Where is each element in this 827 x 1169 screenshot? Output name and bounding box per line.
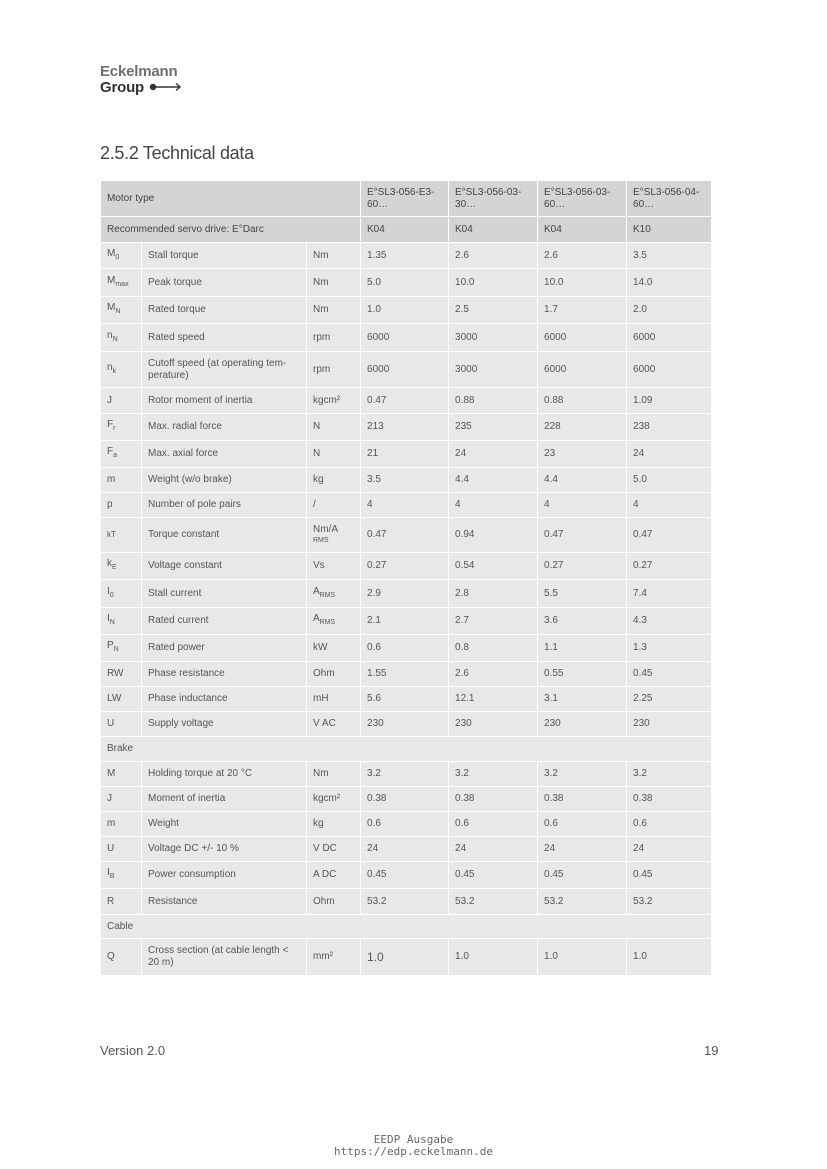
value-cell: 0.47 [361, 388, 449, 414]
value-cell: 1.0 [361, 939, 449, 976]
unit-cell [307, 712, 361, 737]
section-heading: 2.5.2 Technical data [100, 143, 254, 163]
symbol: U [107, 843, 115, 854]
value-cell: 0.55 [538, 662, 627, 687]
value-cell: 5.5 [538, 580, 627, 608]
value-cell: 3.2 [627, 762, 712, 787]
value-cell: 14.0 [627, 269, 712, 297]
value-cell: 24 [627, 441, 712, 468]
symbol-cell [101, 518, 142, 553]
symbol-subscript: B [109, 873, 115, 880]
company-logo [100, 64, 183, 96]
value-cell: 0.8 [449, 635, 538, 662]
value-cell: 0.38 [361, 787, 449, 812]
symbol-cell [101, 712, 142, 737]
symbol: k [107, 558, 112, 569]
value-cell: 53.2 [538, 889, 627, 915]
unit: Nm [313, 304, 329, 315]
value-cell: 0.27 [361, 553, 449, 580]
symbol-cell [101, 862, 142, 889]
symbol-cell [101, 324, 142, 352]
value-cell: 24 [538, 837, 627, 862]
description-cell: Stall torque [142, 243, 307, 269]
symbol-cell [101, 939, 142, 976]
symbol: n [107, 329, 113, 341]
description-cell: Stall current [142, 580, 307, 608]
value-cell: 1.3 [627, 635, 712, 662]
unit-cell [307, 297, 361, 324]
symbol-subscript: 0 [109, 591, 114, 599]
value-cell: 0.38 [538, 787, 627, 812]
unit: A DC [313, 869, 337, 880]
table-row [101, 608, 712, 635]
value-cell: 7.4 [627, 580, 712, 608]
value-cell: 1.55 [361, 662, 449, 687]
unit: N [313, 421, 321, 432]
symbol: M [107, 274, 116, 286]
unit-cell [307, 687, 361, 712]
symbol: P [107, 640, 114, 651]
value-cell: 0.45 [627, 862, 712, 889]
value-cell: 228 [538, 414, 627, 441]
symbol-cell [101, 441, 142, 468]
symbol: R [107, 895, 115, 907]
value-cell: 53.2 [449, 889, 538, 915]
symbol: M [107, 302, 116, 313]
stamp-line2: https://edp.eckelmann.de [334, 1145, 493, 1158]
unit-cell [307, 243, 361, 269]
symbol-cell [101, 414, 142, 441]
table-row [101, 862, 712, 889]
motor-type-cell: E°SL3-056-03-60… [538, 181, 627, 217]
value-cell: 6000 [538, 324, 627, 352]
unit-subscript: RMS [319, 619, 336, 626]
symbol-subscript: k [112, 367, 117, 375]
symbol-cell [101, 269, 142, 297]
servo-drive-row [101, 217, 712, 243]
unit: V AC [313, 718, 336, 729]
unit-cell [307, 762, 361, 787]
description-cell: Moment of inertia [142, 787, 307, 812]
symbol: F [107, 446, 114, 457]
unit-subscript: RMS [313, 537, 329, 544]
value-cell: 4.4 [449, 468, 538, 493]
table-row [101, 269, 712, 297]
symbol-subscript: r [113, 425, 116, 432]
value-cell: 0.47 [361, 518, 449, 553]
symbol-cell [101, 762, 142, 787]
unit-cell [307, 388, 361, 414]
value-cell: 2.6 [449, 243, 538, 269]
value-cell: 21 [361, 441, 449, 468]
description-cell: Weight (w/o brake) [142, 468, 307, 493]
unit: mm² [313, 951, 333, 962]
description-cell: Torque constant [142, 518, 307, 553]
symbol: F [107, 419, 114, 430]
description-cell: Power consumption [142, 862, 307, 889]
value-cell: 0.45 [538, 862, 627, 889]
description-cell: Number of pole pairs [142, 493, 307, 518]
unit: Vs [313, 560, 325, 571]
servo-drive-cell: K04 [361, 217, 449, 243]
symbol: J [107, 793, 112, 804]
symbol-cell [101, 388, 142, 414]
unit-cell [307, 580, 361, 608]
table-row [101, 939, 712, 976]
symbol: I [107, 867, 110, 878]
value-cell: 2.6 [449, 662, 538, 687]
unit-cell [307, 468, 361, 493]
arrow-icon [149, 80, 183, 96]
value-cell: 3.2 [449, 762, 538, 787]
value-cell: 2.6 [538, 243, 627, 269]
value-cell: 6000 [627, 324, 712, 352]
stamp-line1: EEDP Ausgabe [373, 1133, 454, 1146]
symbol: LW [107, 693, 122, 704]
value-cell: 3.2 [361, 762, 449, 787]
unit-cell [307, 352, 361, 388]
symbol-cell [101, 352, 142, 388]
value-cell: 230 [538, 712, 627, 737]
section-label: Brake [101, 737, 712, 762]
unit: kg [313, 474, 324, 485]
motor-type-row [101, 181, 712, 217]
value-cell: 0.27 [538, 553, 627, 580]
symbol-cell [101, 837, 142, 862]
value-cell: 1.0 [361, 297, 449, 324]
unit: Nm [313, 276, 329, 288]
unit-cell [307, 889, 361, 915]
description-cell: Max. radial force [142, 414, 307, 441]
description-cell: Voltage DC +/- 10 % [142, 837, 307, 862]
servo-drive-cell: K10 [627, 217, 712, 243]
description-cell: Rotor moment of inertia [142, 388, 307, 414]
unit-cell [307, 662, 361, 687]
value-cell: 235 [449, 414, 538, 441]
value-cell: 0.45 [449, 862, 538, 889]
table-row [101, 762, 712, 787]
value-cell: 3000 [449, 324, 538, 352]
table-row [101, 352, 712, 388]
symbol-subscript: N [112, 335, 118, 343]
value-cell: 4.3 [627, 608, 712, 635]
value-cell: 0.88 [449, 388, 538, 414]
unit-cell [307, 269, 361, 297]
value-cell: 6000 [538, 352, 627, 388]
unit-cell [307, 493, 361, 518]
unit: N [313, 448, 321, 459]
page-number: 19 [704, 1043, 719, 1058]
value-cell: 3.2 [538, 762, 627, 787]
value-cell: 5.0 [361, 269, 449, 297]
symbol-cell [101, 889, 142, 915]
motor-type-cell: E°SL3-056-03-30… [449, 181, 538, 217]
value-cell: 213 [361, 414, 449, 441]
value-cell: 6000 [361, 352, 449, 388]
symbol-cell [101, 243, 142, 269]
description-cell: Supply voltage [142, 712, 307, 737]
value-cell: 4 [538, 493, 627, 518]
section-row [101, 915, 712, 939]
unit-cell [307, 608, 361, 635]
description-cell: Peak torque [142, 269, 307, 297]
value-cell: 0.6 [538, 812, 627, 837]
symbol: p [107, 499, 113, 510]
value-cell: 4 [627, 493, 712, 518]
value-cell: 4.4 [538, 468, 627, 493]
symbol-subscript: N [113, 646, 119, 653]
value-cell: 1.35 [361, 243, 449, 269]
value-cell: 6000 [361, 324, 449, 352]
unit-cell [307, 414, 361, 441]
symbol-subscript: N [109, 619, 115, 626]
value-cell: 0.38 [627, 787, 712, 812]
table-row [101, 414, 712, 441]
value-cell: 1.0 [449, 939, 538, 976]
value-cell: 0.27 [627, 553, 712, 580]
value-cell: 2.9 [361, 580, 449, 608]
symbol-cell [101, 580, 142, 608]
symbol: I [107, 585, 110, 597]
value-cell: 24 [627, 837, 712, 862]
symbol-cell [101, 608, 142, 635]
servo-drive-cell: K04 [449, 217, 538, 243]
motor-type-cell: E°SL3-056-04-60… [627, 181, 712, 217]
unit-cell [307, 518, 361, 553]
unit: Ohm [313, 668, 335, 679]
symbol: n [107, 361, 113, 373]
description-cell: Voltage constant [142, 553, 307, 580]
unit: rpm [313, 363, 331, 375]
table-row [101, 388, 712, 414]
table-row [101, 243, 712, 269]
unit-cell [307, 635, 361, 662]
value-cell: 53.2 [361, 889, 449, 915]
value-cell: 0.45 [361, 862, 449, 889]
symbol: m [107, 474, 116, 485]
table-row [101, 812, 712, 837]
table-row [101, 889, 712, 915]
table-row [101, 580, 712, 608]
description-cell: Cross section (at cable length < 20 m) [142, 939, 307, 976]
table-row [101, 837, 712, 862]
servo-drive-cell: K04 [538, 217, 627, 243]
unit: Nm [313, 768, 329, 779]
value-cell: 2.1 [361, 608, 449, 635]
value-cell: 24 [361, 837, 449, 862]
value-cell: 3.6 [538, 608, 627, 635]
symbol: m [107, 818, 116, 829]
value-cell: 5.6 [361, 687, 449, 712]
unit-cell [307, 837, 361, 862]
table-row [101, 635, 712, 662]
symbol-cell [101, 635, 142, 662]
motor-type-cell: E°SL3-056-E3-60… [361, 181, 449, 217]
value-cell: 0.88 [538, 388, 627, 414]
value-cell: 3.5 [627, 243, 712, 269]
unit-cell [307, 812, 361, 837]
unit: Nm/A [313, 524, 338, 535]
symbol: RW [107, 668, 124, 679]
symbol: kT [107, 530, 116, 539]
symbol: J [107, 394, 112, 406]
unit-cell [307, 787, 361, 812]
unit-cell [307, 324, 361, 352]
symbol-cell [101, 662, 142, 687]
value-cell: 0.94 [449, 518, 538, 553]
value-cell: 230 [449, 712, 538, 737]
symbol-cell [101, 812, 142, 837]
table-row [101, 468, 712, 493]
symbol: M [107, 247, 116, 259]
value-cell: 230 [361, 712, 449, 737]
description-cell: Max. axial force [142, 441, 307, 468]
version-label: Version 2.0 [100, 1043, 166, 1058]
value-cell: 5.0 [627, 468, 712, 493]
table-row [101, 553, 712, 580]
table-row [101, 297, 712, 324]
value-cell: 0.6 [361, 635, 449, 662]
symbol-subscript: max [115, 280, 129, 288]
symbol-cell [101, 787, 142, 812]
unit-cell [307, 862, 361, 889]
table-row [101, 687, 712, 712]
value-cell: 0.38 [449, 787, 538, 812]
symbol-subscript: E [112, 564, 117, 571]
unit: kgcm² [313, 793, 341, 804]
value-cell: 2.7 [449, 608, 538, 635]
unit: A [313, 585, 320, 597]
value-cell: 1.7 [538, 297, 627, 324]
unit: V DC [313, 843, 337, 854]
value-cell: 0.54 [449, 553, 538, 580]
value-cell: 238 [627, 414, 712, 441]
value-cell: 1.0 [627, 939, 712, 976]
table-row [101, 441, 712, 468]
servo-drive-label: Recommended servo drive: E°Darc [101, 217, 361, 243]
description-cell: Resistance [142, 889, 307, 915]
unit: mH [313, 693, 329, 704]
unit: rpm [313, 331, 331, 343]
description-cell: Rated power [142, 635, 307, 662]
table-row [101, 518, 712, 553]
symbol-cell [101, 493, 142, 518]
unit-subscript: RMS [319, 591, 336, 599]
description-cell: Phase inductance [142, 687, 307, 712]
symbol-cell [101, 687, 142, 712]
value-cell: 3.5 [361, 468, 449, 493]
unit-cell [307, 939, 361, 976]
value-cell: 23 [538, 441, 627, 468]
unit: kW [313, 642, 328, 653]
description-cell: Cutoff speed (at operating tem-perature) [142, 352, 307, 388]
description-cell: Weight [142, 812, 307, 837]
value-cell: 12.1 [449, 687, 538, 712]
table-row [101, 493, 712, 518]
value-cell: 1.1 [538, 635, 627, 662]
description-cell: Rated current [142, 608, 307, 635]
logo-line2: Group [100, 79, 144, 96]
logo-line1: Eckelmann [100, 63, 178, 80]
unit: Ohm [313, 895, 335, 907]
value-cell: 24 [449, 441, 538, 468]
value-cell: 2.0 [627, 297, 712, 324]
unit: Nm [313, 249, 329, 261]
value-cell: 2.5 [449, 297, 538, 324]
unit-cell [307, 553, 361, 580]
value-cell: 24 [449, 837, 538, 862]
symbol: M [107, 768, 116, 779]
unit: kgcm² [313, 394, 341, 406]
edp-stamp [0, 1134, 827, 1158]
symbol: Q [107, 951, 115, 962]
unit: kg [313, 818, 324, 829]
symbol-subscript: a [113, 452, 118, 459]
value-cell: 53.2 [627, 889, 712, 915]
value-cell: 3000 [449, 352, 538, 388]
value-cell: 4 [361, 493, 449, 518]
section-row [101, 737, 712, 762]
table-row [101, 787, 712, 812]
table-row [101, 712, 712, 737]
symbol-cell [101, 553, 142, 580]
description-cell: Phase resistance [142, 662, 307, 687]
symbol-cell [101, 468, 142, 493]
description-cell: Rated torque [142, 297, 307, 324]
symbol-cell [101, 297, 142, 324]
value-cell: 0.47 [538, 518, 627, 553]
value-cell: 10.0 [538, 269, 627, 297]
value-cell: 0.6 [449, 812, 538, 837]
symbol-subscript: 0 [115, 253, 120, 261]
table-row [101, 662, 712, 687]
value-cell: 2.25 [627, 687, 712, 712]
motor-type-label: Motor type [101, 181, 361, 217]
unit: / [313, 499, 316, 510]
unit-cell [307, 441, 361, 468]
symbol: I [107, 613, 110, 624]
value-cell: 0.6 [361, 812, 449, 837]
value-cell: 3.1 [538, 687, 627, 712]
value-cell: 10.0 [449, 269, 538, 297]
symbol: U [107, 718, 115, 729]
value-cell: 0.6 [627, 812, 712, 837]
value-cell: 0.45 [627, 662, 712, 687]
table-row [101, 324, 712, 352]
description-cell: Holding torque at 20 °C [142, 762, 307, 787]
description-cell: Rated speed [142, 324, 307, 352]
value-cell: 4 [449, 493, 538, 518]
symbol-subscript: N [115, 308, 121, 315]
technical-data-table [100, 180, 712, 976]
unit: A [313, 613, 320, 624]
value-cell: 2.8 [449, 580, 538, 608]
value-cell: 230 [627, 712, 712, 737]
value-cell: 6000 [627, 352, 712, 388]
value-cell: 1.0 [538, 939, 627, 976]
value-cell: 0.47 [627, 518, 712, 553]
value-cell: 1.09 [627, 388, 712, 414]
section-label: Cable [101, 915, 712, 939]
